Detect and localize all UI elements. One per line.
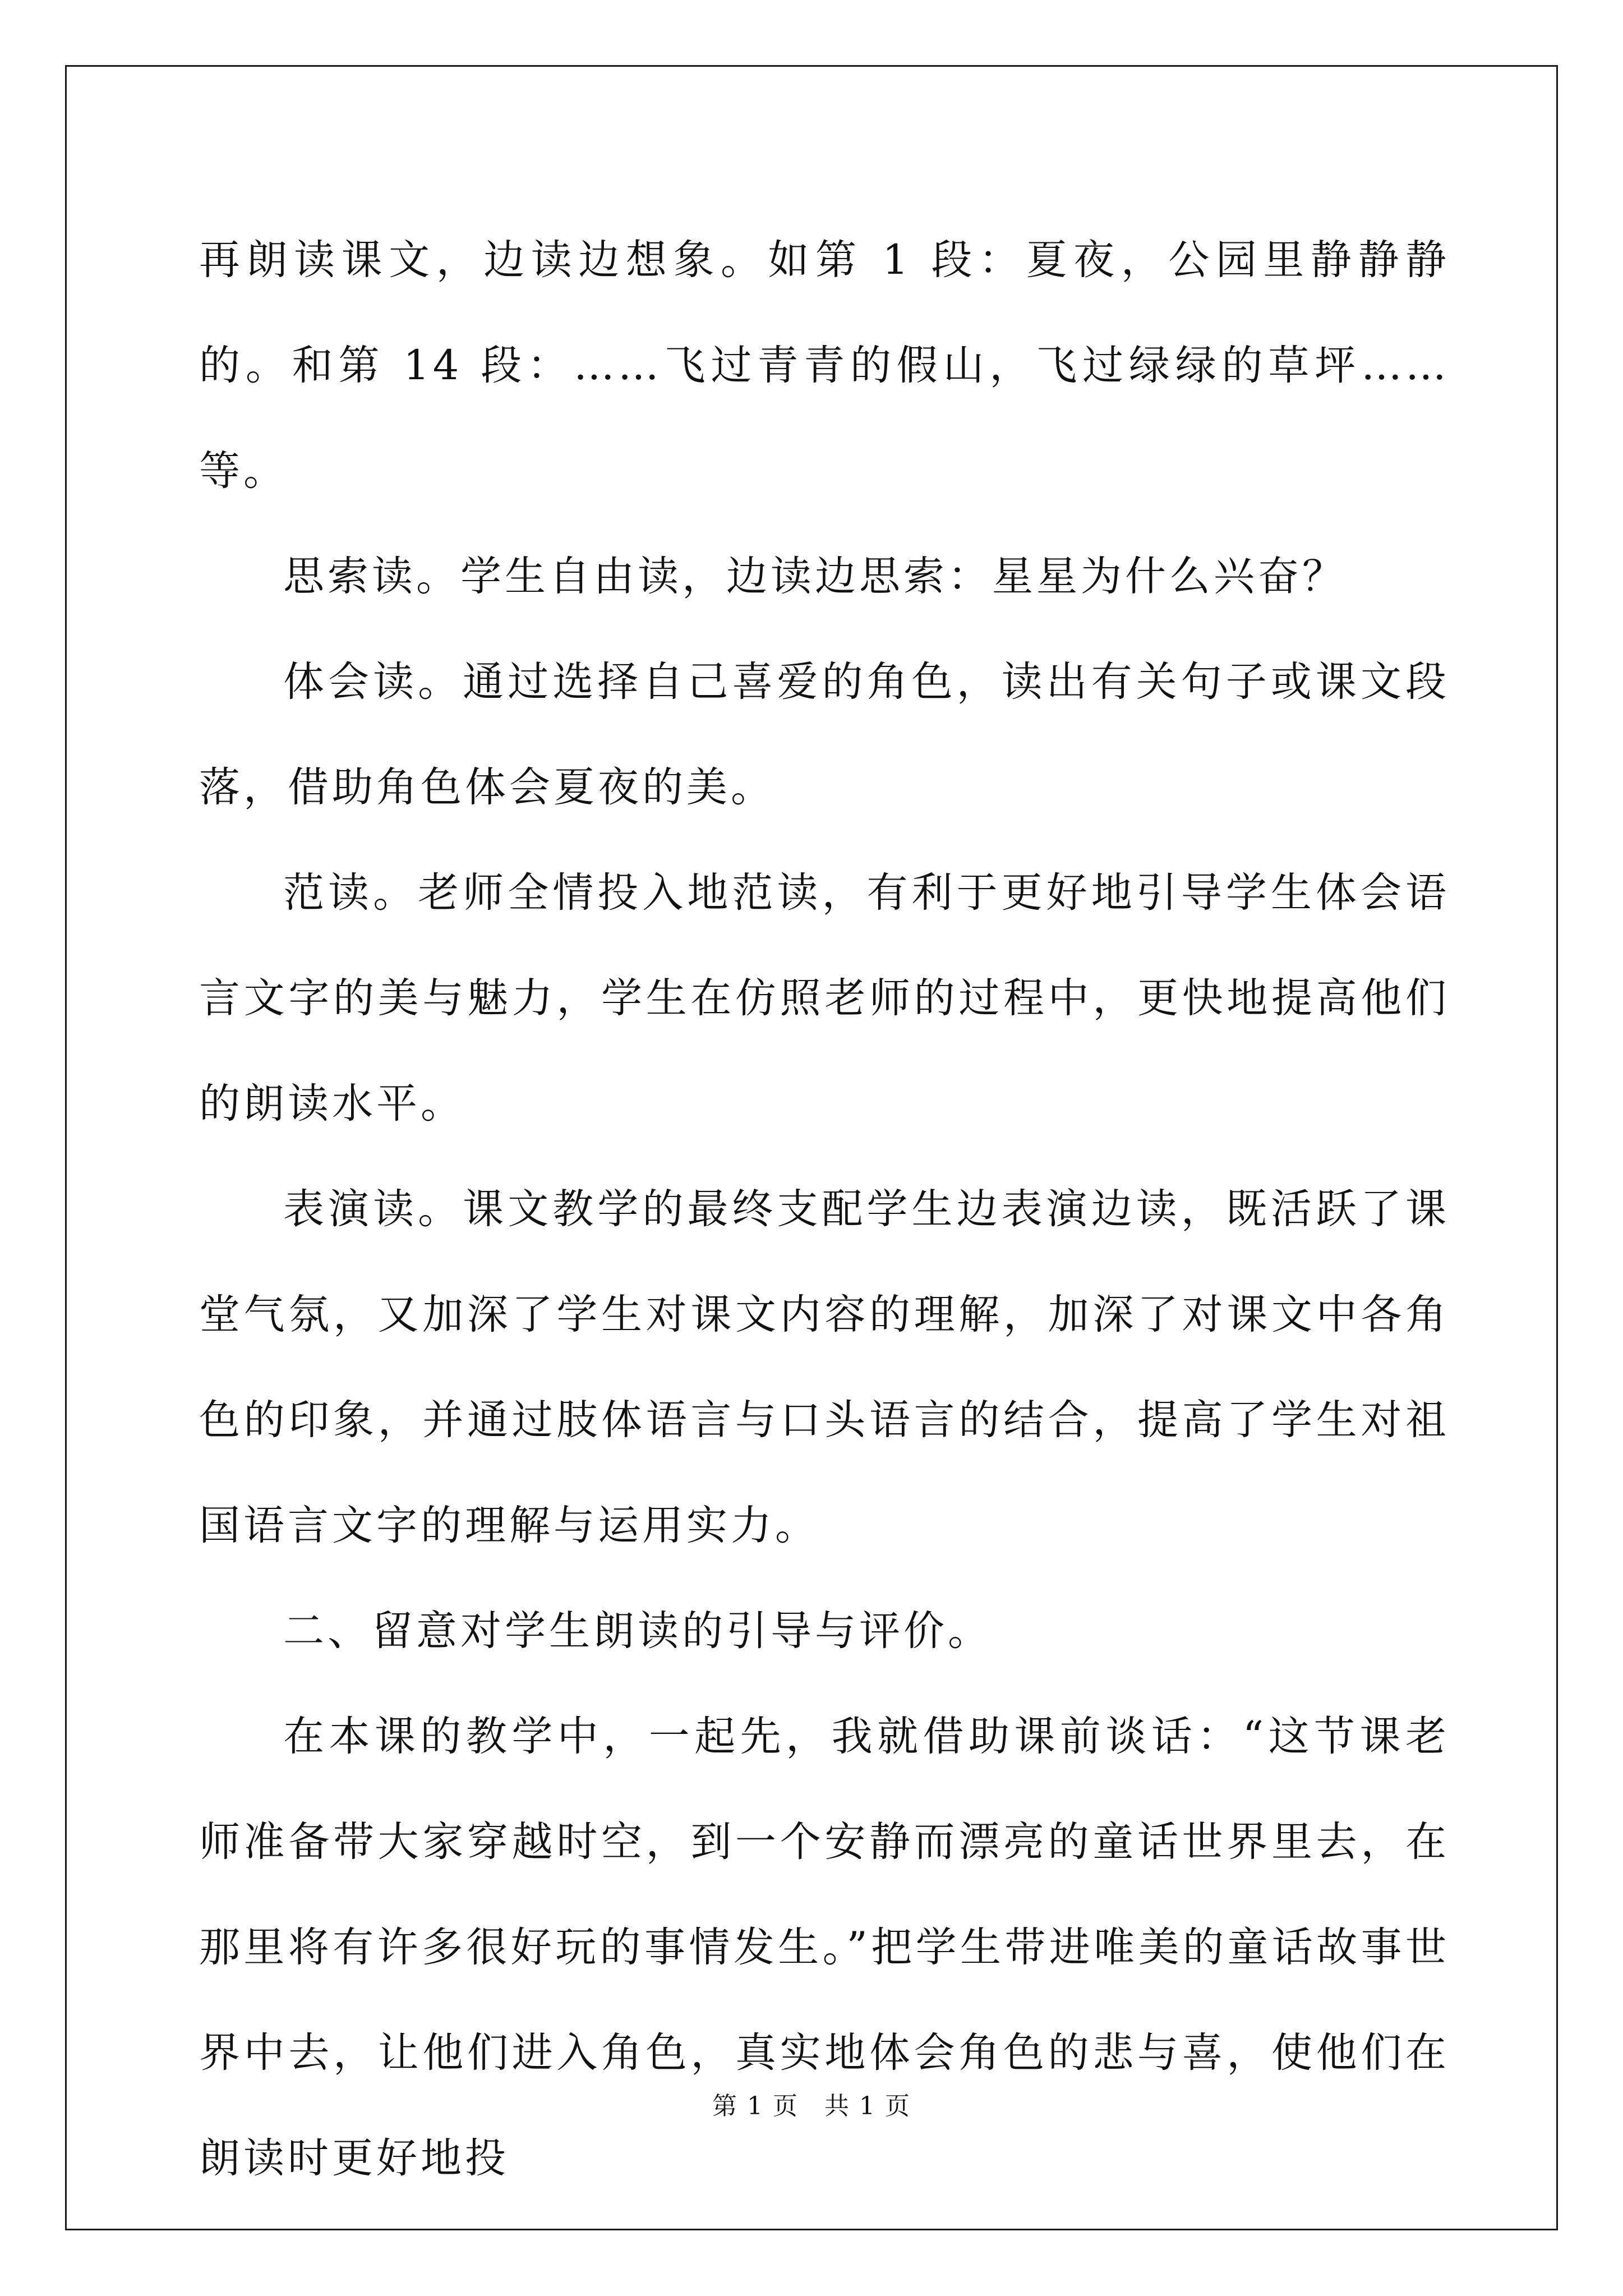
paragraph-6: 二、留意对学生朗读的引导与评价。 bbox=[283, 1607, 992, 1655]
paragraph-4: 范读。老师全情投入地范读，有利于更好地引导学生体会语言文字的美与魅力，学生在仿照老师的过程中，更快地提高他们的朗读水平。 bbox=[199, 869, 1450, 1128]
paragraph-3: 体会读。通过选择自己喜爱的角色，读出有关句子或课文段落，借助角色体会夏夜的美。 bbox=[199, 658, 1450, 811]
paragraph-1: 再朗读课文，边读边想象。如第 1 段：夏夜，公园里静静静的。和第 14 段：……飞过青青的假山，飞过绿绿的草坪……等。 bbox=[199, 236, 1450, 495]
page-footer: 第 1 页 共 1 页 bbox=[712, 2092, 911, 2120]
paragraph-2: 思索读。学生自由读，边读边思索：星星为什么兴奋？ bbox=[283, 553, 1347, 600]
document-body bbox=[199, 208, 1450, 2211]
paragraph-5: 表演读。课文教学的最终支配学生边表演边读，既活跃了课堂气氛，又加深了学生对课文内容的理解，加深了对课文中各角色的印象，并通过肢体语言与口头语言的结合，提高了学生对祖国语言文字的理解与运用实力。 bbox=[199, 1185, 1450, 1549]
paragraph-7: 在本课的教学中，一起先，我就借助课前谈话：“这节课老师准备带大家穿越时空，到一个安静而漂亮的童话世界里去，在那里将有许多很好玩的事情发生。”把学生带进唯美的童话故事世界中去，让他们进入角色，真实地体会角色的悲与喜，使他们在朗读时更好地投 bbox=[199, 1713, 1450, 2182]
